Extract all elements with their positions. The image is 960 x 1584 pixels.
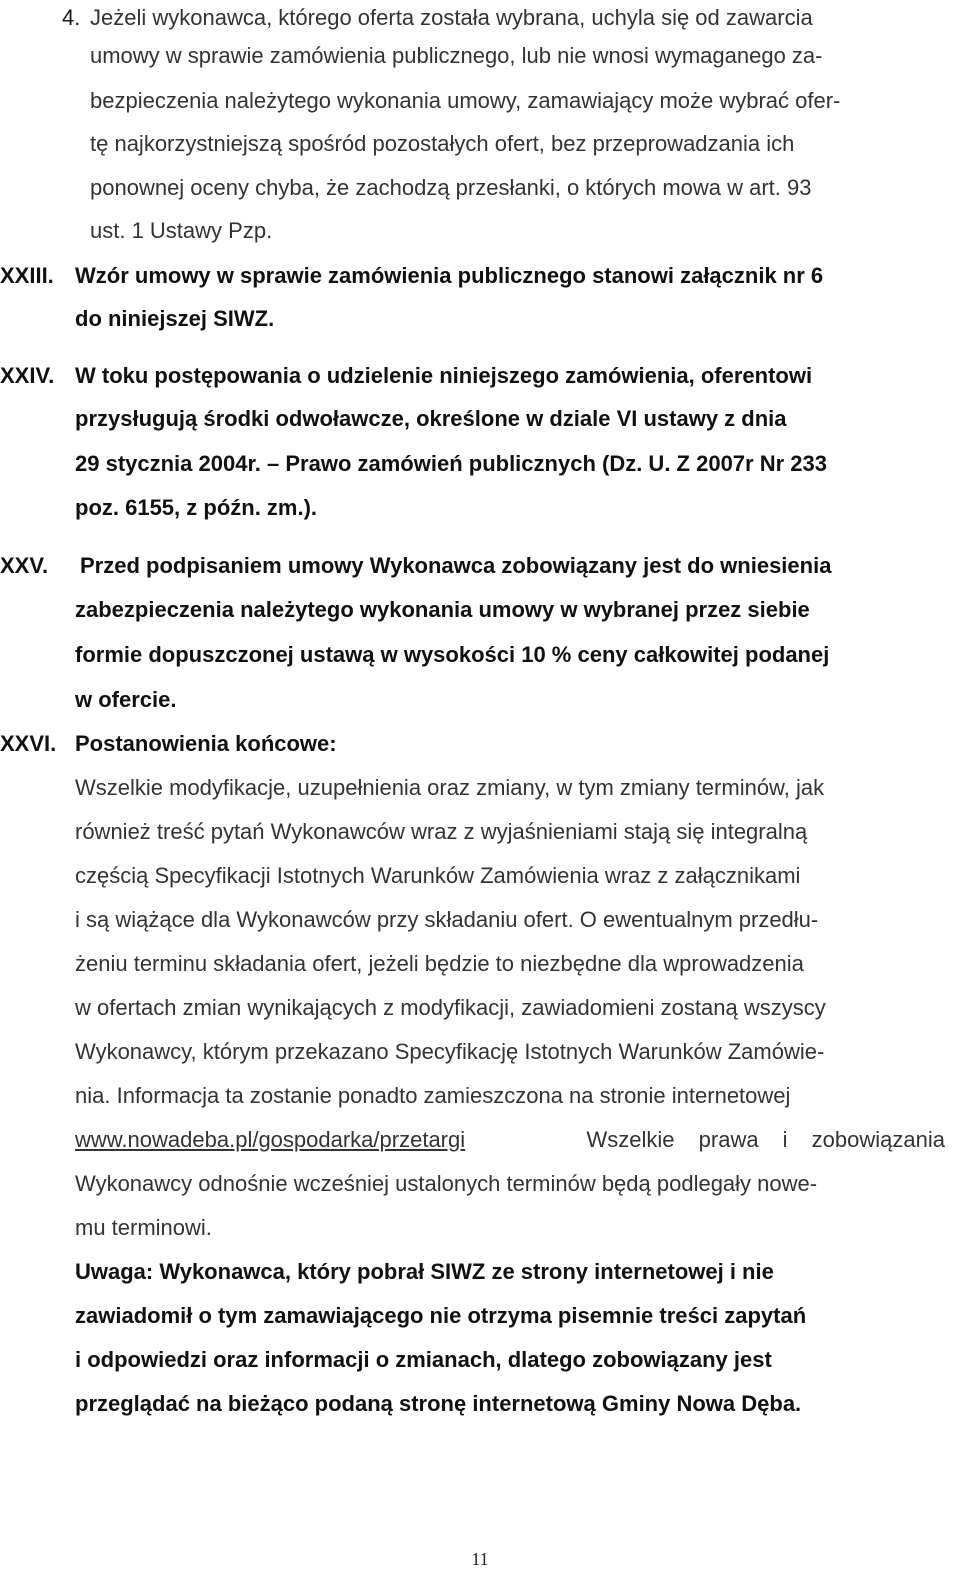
section-xxv-line-2: zabezpieczenia należytego wykonania umowy w wybranej przez siebie [75,597,810,622]
final-line-2: również treść pytań Wykonawców wraz z wyjaśnieniami stają się integralną [75,819,808,844]
section-xxiv-line-4: poz. 6155, z późn. zm.). [75,495,318,520]
item-4-line-6: ust. 1 Ustawy Pzp. [90,218,273,243]
section-xxv-line-1: Przed podpisaniem umowy Wykonawca zobowiązany jest do wniesienia [80,553,832,578]
section-xxiii-line-1: Wzór umowy w sprawie zamówienia publicznego stanowi załącznik nr 6 [75,263,824,288]
item-4-line-2: umowy w sprawie zamówienia publicznego, lub nie wnosi wymaganego za- [90,43,823,68]
note-line-3: i odpowiedzi oraz informacji o zmianach, dlatego zobowiązany jest [75,1347,772,1372]
section-marker-xxiii: XXIII. [0,263,54,288]
final-line-3: częścią Specyfikacji Istotnych Warunków Zamówienia wraz z załącznikami [75,863,801,888]
item-4-line-1: Jeżeli wykonawca, którego oferta została wybrana, uchyla się od zawarcia [90,5,813,30]
section-marker-xxv: XXV. [0,553,49,578]
final-line-10: Wykonawcy odnośnie wcześniej ustalonych terminów będą podlegały nowe- [75,1171,818,1196]
final-line-11: mu terminowi. [75,1215,212,1240]
section-xxv-line-4: w ofercie. [75,687,177,712]
final-line-1: Wszelkie modyfikacje, uzupełnienia oraz zmiany, w tym zmiany terminów, jak [75,775,825,800]
page-number: 11 [471,1549,489,1569]
final-line-5: żeniu terminu składania ofert, jeżeli będzie to niezbędne dla wprowadzenia [75,951,804,976]
final-line-4: i są wiążące dla Wykonawców przy składaniu ofert. O ewentualnym przedłu- [75,907,819,932]
note-line-2: zawiadomił o tym zamawiającego nie otrzyma pisemnie treści zapytań [75,1303,807,1328]
final-line-7: Wykonawcy, którym przekazano Specyfikację Istotnych Warunków Zamówie- [75,1039,825,1064]
item-4-line-4: tę najkorzystniejszą spośród pozostałych ofert, bez przeprowadzania ich [90,131,795,156]
section-marker-xxvi: XXVI. [0,731,57,756]
section-xxiv-line-3: 29 stycznia 2004r. – Prawo zamówień publicznych (Dz. U. Z 2007r Nr 233 [75,451,827,476]
item-4-line-3: bezpieczenia należytego wykonania umowy, zamawiający może wybrać ofer- [90,88,841,113]
note-line-4: przeglądać na bieżąco podaną stronę internetową Gminy Nowa Dęba. [75,1391,802,1416]
website-link[interactable]: www.nowadeba.pl/gospodarka/przetargi [75,1127,466,1152]
note-line-1: Uwaga: Wykonawca, który pobrał SIWZ ze strony internetowej i nie [75,1259,774,1284]
final-line-6: w ofertach zmian wynikających z modyfikacji, zawiadomieni zostaną wszyscy [75,995,826,1020]
section-xxiv-line-1: W toku postępowania o udzielenie niniejszego zamówienia, oferentowi [75,363,813,388]
section-xxiii-line-2: do niniejszej SIWZ. [75,306,275,331]
final-line-8: nia. Informacja ta zostanie ponadto zamieszczona na stronie internetowej [75,1083,791,1108]
section-marker-xxiv: XXIV. [0,363,55,388]
section-xxvi-heading: Postanowienia końcowe: [75,731,337,756]
item-4-line-5: ponownej oceny chyba, że zachodzą przesłanki, o których mowa w art. 93 [90,175,812,200]
item-marker-4: 4. [62,5,81,30]
section-xxv-line-3: formie dopuszczonej ustawą w wysokości 10 % ceny całkowitej podanej [75,642,830,667]
final-line-9-tail: Wszelkie prawa i zobowiązania [586,1127,945,1152]
section-xxiv-line-2: przysługują środki odwoławcze, określone w dziale VI ustawy z dnia [75,406,787,431]
final-line-9 [75,1126,945,1154]
